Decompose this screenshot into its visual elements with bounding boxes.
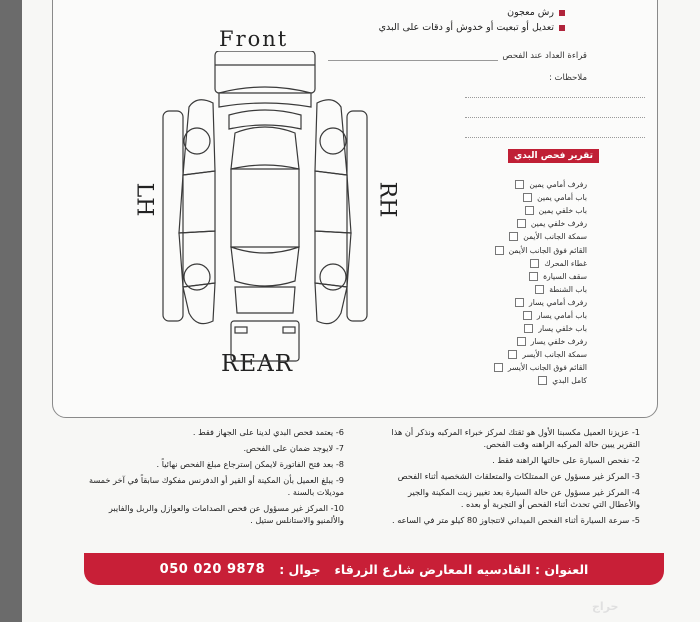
tail-light-left	[235, 327, 247, 333]
checklist-item	[447, 335, 587, 348]
checklist-label: كامل البدي	[552, 376, 587, 386]
legend-label: رش معجون	[507, 7, 554, 18]
legend-item	[379, 5, 565, 20]
checklist-label: باب خلفي يسار	[538, 324, 587, 334]
rear-label: REAR	[221, 351, 294, 377]
term: 9- يبلغ العميل بأن المكينة أو القير أو الدفرنس مفكوك سابقاً في آخر خمسة موديلات بالسنة .	[88, 475, 344, 497]
roof	[231, 169, 299, 247]
checkbox[interactable]	[495, 246, 504, 255]
checkbox[interactable]	[523, 193, 532, 202]
legend-swatch	[559, 25, 565, 31]
checklist-item	[447, 243, 587, 256]
legend-item	[379, 20, 565, 35]
phone-number: 050 020 9878	[159, 561, 266, 577]
left-front-wheel	[184, 128, 210, 154]
checklist-label: باب أمامي يسار	[536, 310, 587, 320]
notes-line	[465, 137, 645, 138]
checklist-item	[447, 296, 587, 309]
checklist-label: سمكة الجانب الأيسر	[522, 350, 587, 360]
checklist-item	[447, 217, 587, 230]
checklist-label: القائم فوق الجانب الأيمن	[508, 245, 587, 255]
hood-top	[229, 110, 301, 129]
inspection-form-page	[22, 0, 700, 622]
legend-swatch	[559, 10, 565, 16]
legend-label: تعديل أو تبعيت أو خدوش أو دقات على البدي	[378, 22, 554, 33]
right-side-label: RH	[374, 181, 400, 218]
checklist-item	[447, 270, 587, 283]
checkbox[interactable]	[515, 298, 524, 307]
checklist-label: غطاء المحرك	[544, 258, 587, 268]
checkbox[interactable]	[494, 363, 503, 372]
checklist-item	[447, 374, 587, 387]
front-label: Front	[219, 27, 289, 51]
checklist-label: القائم فوق الجانب الأيسر	[507, 363, 587, 373]
term: 5- سرعة السيارة أثناء الفحص الميداني لاتتجاوز 80 كيلو متر في الساعه .	[392, 515, 640, 525]
trunk	[235, 287, 295, 313]
checklist-label: رفرف أمامي يمين	[529, 180, 587, 190]
checkbox[interactable]	[523, 311, 532, 320]
address: العنوان : القادسيه المعارض شارع الزرقاء	[334, 561, 589, 577]
notes-field	[549, 73, 587, 83]
phone-label: جوال :	[279, 561, 321, 577]
checkbox[interactable]	[530, 259, 539, 268]
checkbox[interactable]	[535, 285, 544, 294]
checklist-item	[447, 348, 587, 361]
checklist-label: رفرف خلفي يمين	[530, 219, 587, 229]
checklist	[447, 178, 587, 388]
rear-window	[231, 247, 299, 286]
checkbox[interactable]	[517, 337, 526, 346]
checkbox[interactable]	[517, 219, 526, 228]
left-front-fender	[183, 100, 215, 175]
right-front-wheel	[320, 128, 346, 154]
checkbox[interactable]	[529, 272, 538, 281]
legend	[379, 5, 565, 35]
checklist-label: باب الشنطة	[549, 284, 587, 294]
notes-label: ملاحظات :	[548, 73, 587, 83]
checklist-label: سقف السيارة	[543, 271, 587, 281]
checklist-item	[447, 283, 587, 296]
checklist-label: رفرف أمامي يسار	[529, 297, 587, 307]
notes-line	[465, 97, 645, 98]
right-rear-wheel	[320, 264, 346, 290]
form-frame	[52, 0, 658, 418]
term: 6- يعتمد فحص البدي لدينا على الجهاز فقط .	[192, 427, 344, 437]
checklist-item	[447, 309, 587, 322]
checkbox[interactable]	[508, 350, 517, 359]
term: 8- بعد فتح الفاتورة لايمكن إسترجاع مبلغ الفحص نهائياً .	[156, 459, 344, 469]
term: 10- المركز غير مسؤول عن فحص الصدامات والعوازل والربل والفايبر والألمنيو والاستانلس ستيل .	[108, 503, 344, 525]
checklist-label: رفرف خلفي يسار	[530, 337, 587, 347]
checklist-item	[447, 322, 587, 335]
checklist-label: باب خلفي يمين	[538, 206, 587, 216]
checklist-item	[447, 230, 587, 243]
left-front-door	[179, 171, 215, 233]
term: 1- عزيزنا العميل مكسبنا الأول هو ثقتك لمركز خبراء المركبه ونذكر أن هذا التقرير يبين حالة المركبه الراهنه وقت الفحص.	[391, 427, 640, 449]
checklist-item	[447, 257, 587, 270]
front-bumper	[219, 87, 311, 107]
checklist-item	[447, 361, 587, 374]
contact-footer	[84, 553, 664, 585]
checklist-item	[447, 178, 587, 191]
checklist-item	[447, 204, 587, 217]
checkbox[interactable]	[509, 232, 518, 241]
checklist-label: باب أمامي يمين	[537, 193, 587, 203]
right-rear-fender	[315, 283, 347, 324]
car-outline	[153, 51, 383, 391]
checklist-title: تقرير فحص البدي	[508, 149, 599, 163]
checkbox[interactable]	[515, 180, 524, 189]
checkbox[interactable]	[524, 324, 533, 333]
notes-line	[465, 117, 645, 118]
left-rear-fender	[183, 283, 215, 324]
checklist-item	[447, 191, 587, 204]
terms-left	[86, 426, 344, 530]
checkbox[interactable]	[538, 376, 547, 385]
checklist-label: سمكة الجانب الأيمن	[523, 232, 587, 242]
windshield	[231, 127, 299, 169]
odometer-label: قراءة العداد عند الفحص	[502, 51, 587, 61]
terms-right	[382, 426, 640, 530]
term: 3- المركز غير مسؤول عن الممتلكات والمتعلقات الشخصية أثناء الفحص	[397, 471, 640, 481]
watermark: حراج	[592, 600, 619, 613]
left-side-label: LH	[131, 182, 157, 217]
checkbox[interactable]	[525, 206, 534, 215]
term: 7- لايوجد ضمان على الفحص.	[243, 443, 344, 453]
right-front-fender	[315, 100, 347, 175]
term: 4- المركز غير مسؤول عن حالة السيارة بعد تغيير زيت المكينة والجير والأعطال التي تحدث أثناء الفحص أو التجربة أو بعده .	[407, 487, 640, 509]
term: 2- نفحص السيارة على حالتها الراهنة فقط .	[492, 455, 640, 465]
right-front-door	[315, 171, 351, 233]
left-rear-wheel	[184, 264, 210, 290]
tail-light-right	[283, 327, 295, 333]
